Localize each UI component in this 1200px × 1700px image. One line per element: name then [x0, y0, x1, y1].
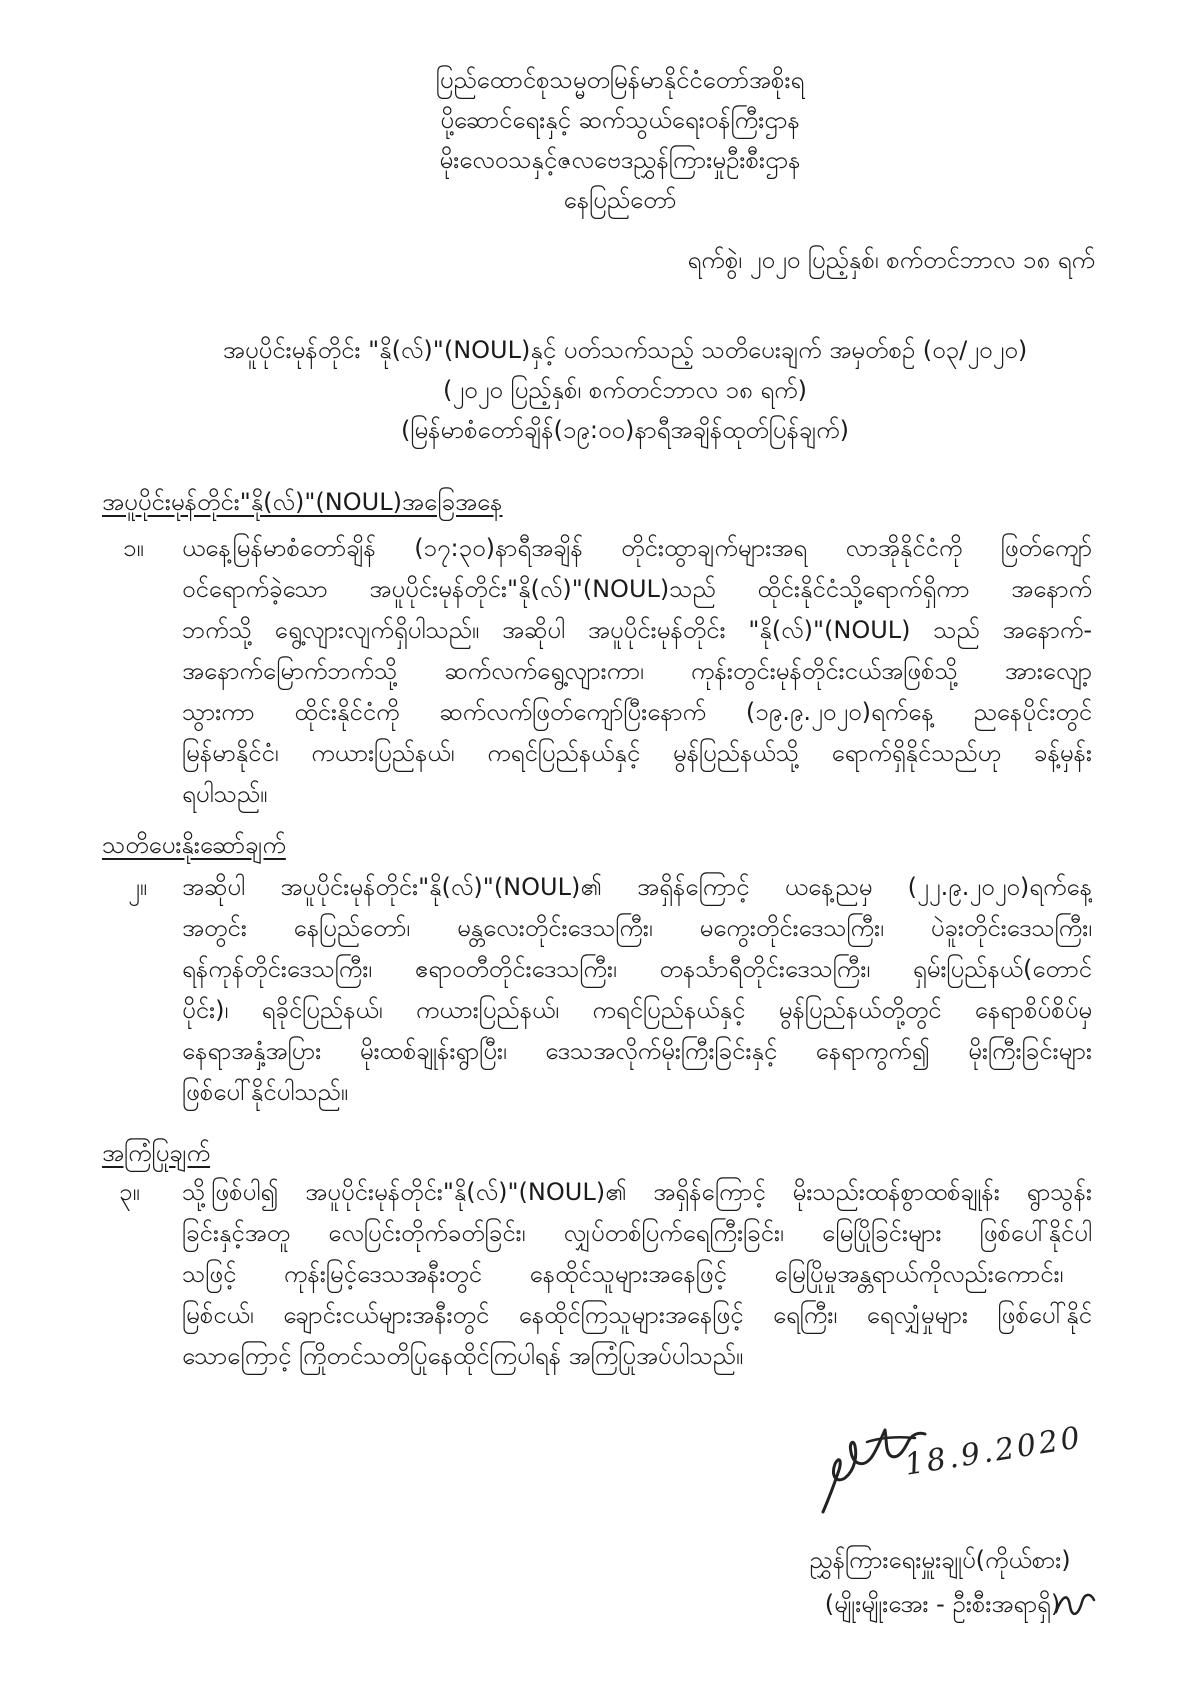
paragraph-line-text: ခြင်းနှင့်အတူ လေပြင်းတိုက်ခတ်ခြင်း၊ လျှပ်တစ်ပြက်ရေကြီးခြင်း၊ မြေပြိုခြင်းများ ဖြစ်ပေါ်နိုင်ပါ: [182, 1219, 1092, 1247]
initials-mark: [1050, 1582, 1100, 1626]
header-department-text: မိုးလေဝသနှင့်ဇလဗေဒညွှန်ကြားမှုဦးစီးဌာန: [439, 146, 801, 174]
paragraph-line-text: နေရာအနှံ့အပြား မိုးထစ်ချုန်းရွာပြီး၊ ဒေသအလိုက်မိုးကြီးခြင်းနှင့် နေရာကွက်၍ မိုးကြီးခြင်းများ: [182, 1037, 1092, 1065]
document-date-text: ရက်စွဲ၊ ၂၀၂၀ ပြည့်နှစ်၊ စက်တင်ဘာလ ၁၈ ရက်: [687, 246, 1095, 274]
paragraph-line: [182, 692, 1092, 732]
header-city: [380, 180, 860, 220]
section-heading-text: အပူပိုင်းမုန်တိုင်း"နို(လ်)"(NOUL)အခြေအနေ: [102, 488, 503, 516]
header-government: [380, 60, 860, 100]
paragraph-line: [182, 1254, 1092, 1294]
paragraph-line-text: သောကြောင့် ကြိုတင်သတိပြုနေထိုင်ကြပါရန် အကြံပြုအပ်ပါသည်။: [182, 1342, 744, 1370]
section-heading: [102, 1133, 522, 1173]
paragraph-line-text: ရပါသည်။: [182, 780, 268, 808]
paragraph-line: [182, 528, 1092, 568]
paragraph-line-text: သဖြင့် ကုန်းမြင့်ဒေသအနီးတွင် နေထိုင်သူများအနေဖြင့် မြေပြိုမှုအန္တရာယ်ကိုလည်းကောင်း၊: [182, 1260, 1064, 1288]
paragraph-line: [182, 1031, 1092, 1071]
paragraph-line-text: ပိုင်း)၊ ရခိုင်ပြည်နယ်၊ ကယားပြည်နယ်၊ ကရင်ပြည်နယ်နှင့် မွန်ပြည်နယ်တို့တွင် နေရာစိပ်စိပ်မှ: [182, 996, 1092, 1024]
paragraph-line-text: မြန်မာနိုင်ငံ၊ ကယားပြည်နယ်၊ ကရင်ပြည်နယ်နှင့် မွန်ပြည်နယ်သို့ ရောက်ရှိနိုင်သည်ဟု ခန့်မှန်း: [182, 739, 1092, 767]
signatory-name-text: (မျိုးမျိုးအေး - ဦးစီးအရာရှိ): [824, 1590, 1061, 1618]
paragraph-line: [182, 867, 1092, 907]
paragraph-line: [182, 949, 1092, 989]
header-city-text: နေပြည်တော်: [563, 186, 677, 214]
paragraph-number: ၂။: [128, 873, 148, 901]
header-department: [380, 140, 860, 180]
paragraph-line: [182, 733, 1092, 773]
document-subtitle-date-text: (၂၀၂၀ ပြည့်နှစ်၊ စက်တင်ဘာလ ၁၈ ရက်): [442, 376, 808, 404]
document-subtitle-date: [130, 370, 1120, 410]
paragraph-line-text: ယနေ့မြန်မာစံတော်ချိန် (၁၇:၃၀)နာရီအချိန် တိုင်းထွာချက်များအရ လာအိုနိုင်ငံကို ဖြတ်ကျော်: [182, 534, 1092, 562]
paragraph-line: [182, 990, 1092, 1030]
paragraph-line: [182, 610, 1092, 650]
paragraph-line-text: သို့ဖြစ်ပါ၍ အပူပိုင်းမုန်တိုင်း"နို(လ်)"(NOUL)၏ အရှိန်ကြောင့် မိုးသည်းထန်စွာထစ်ချုန်း ရွာသွန်း: [182, 1178, 1092, 1206]
signatory-title-text: ညွှန်ကြားရေးမှူးချုပ်(ကိုယ်စား): [809, 1546, 1071, 1574]
paragraph-number: ၁။: [123, 534, 144, 562]
header-ministry: [380, 100, 860, 140]
section-heading-text: သတိပေးနိုးဆော်ချက်: [102, 831, 286, 859]
paragraph-line: [182, 1295, 1092, 1335]
document-title-text: အပူပိုင်းမုန်တိုင်း "နို(လ်)"(NOUL)နှင့် ပတ်သက်သည့် သတိပေးချက် အမှတ်စဉ် (၀၃/၂၀၂၀): [222, 336, 1028, 364]
paragraph-line-text: အဆိုပါ အပူပိုင်းမုန်တိုင်း"နို(လ်)"(NOUL)၏ အရှိန်ကြောင့် ယနေ့ညမှ (၂၂.၉.၂၀၂၀)ရက်နေ့: [182, 873, 1092, 901]
section-heading: [102, 482, 522, 522]
paragraph-line: [182, 569, 1092, 609]
paragraph-line-text: ရန်ကုန်တိုင်းဒေသကြီး၊ ဧရာဝတီတိုင်းဒေသကြီး၊ တနင်္သာရီတိုင်းဒေသကြီး၊ ရှမ်းပြည်နယ်(တောင်: [182, 955, 1092, 983]
section-heading-text: အကြံပြုချက်: [102, 1139, 211, 1167]
paragraph-line: [182, 908, 1092, 948]
document-subtitle-time: [130, 410, 1120, 450]
header-government-text: ပြည်ထောင်စုသမ္မတမြန်မာနိုင်ငံတော်အစိုးရ: [435, 66, 805, 94]
document-date: [640, 240, 1095, 280]
paragraph-line-text: သွားကာ ထိုင်းနိုင်ငံကို ဆက်လက်ဖြတ်ကျော်ပြီးနောက် (၁၉.၉.၂၀၂၀)ရက်နေ့ ညနေပိုင်းတွင်: [182, 698, 1092, 726]
paragraph-line: [182, 1213, 1092, 1253]
document-subtitle-time-text: (မြန်မာစံတော်ချိန်(၁၉:၀၀)နာရီအချိန်ထုတ်ပြန်ချက်): [400, 416, 850, 444]
paragraph-line: [182, 1172, 1092, 1212]
paragraph-line: [182, 774, 1092, 814]
paragraph-line-text: အတွင်း နေပြည်တော်၊ မန္တလေးတိုင်းဒေသကြီး၊ မကွေးတိုင်းဒေသကြီး၊ ပဲခူးတိုင်းဒေသကြီး၊: [182, 914, 1092, 942]
paragraph-number: ၃။: [119, 1178, 140, 1206]
paragraph-line-text: ဝင်ရောက်ခဲ့သော အပူပိုင်းမုန်တိုင်း"နို(လ်)"(NOUL)သည် ထိုင်းနိုင်ငံသို့ရောက်ရှိကာ အနောက်: [182, 575, 1092, 603]
paragraph-line-text: အနောက်မြောက်ဘက်သို့ ဆက်လက်ရွေ့လျားကာ၊ ကုန်းတွင်းမုန်တိုင်းငယ်အဖြစ်သို့ အားလျော့: [182, 657, 1092, 685]
header-ministry-text: ပို့ဆောင်ရေးနှင့် ဆက်သွယ်ရေးဝန်ကြီးဌာန: [440, 106, 800, 134]
paragraph-line: [182, 651, 1092, 691]
section-heading: [102, 825, 522, 865]
paragraph-line: [182, 1072, 1092, 1112]
paragraph-line-text: ဖြစ်ပေါ်နိုင်ပါသည်။: [182, 1078, 349, 1106]
signatory-title: [780, 1540, 1100, 1580]
paragraph-line: [182, 1336, 1092, 1376]
document-title: [130, 330, 1120, 370]
paragraph-line-text: ဘက်သို့ ရွေ့လျားလျက်ရှိပါသည်။ အဆိုပါ အပူပိုင်းမုန်တိုင်း "နို(လ်)"(NOUL) သည် အနောက်-: [182, 616, 1092, 644]
handwritten-date: 18.9.2020: [902, 1420, 1086, 1483]
paragraph-line-text: မြစ်ငယ်၊ ချောင်းငယ်များအနီးတွင် နေထိုင်ကြသူများအနေဖြင့် ရေကြီး၊ ရေလျှံမှုများ ဖြစ်ပေါ်နိုင်: [182, 1301, 1092, 1329]
